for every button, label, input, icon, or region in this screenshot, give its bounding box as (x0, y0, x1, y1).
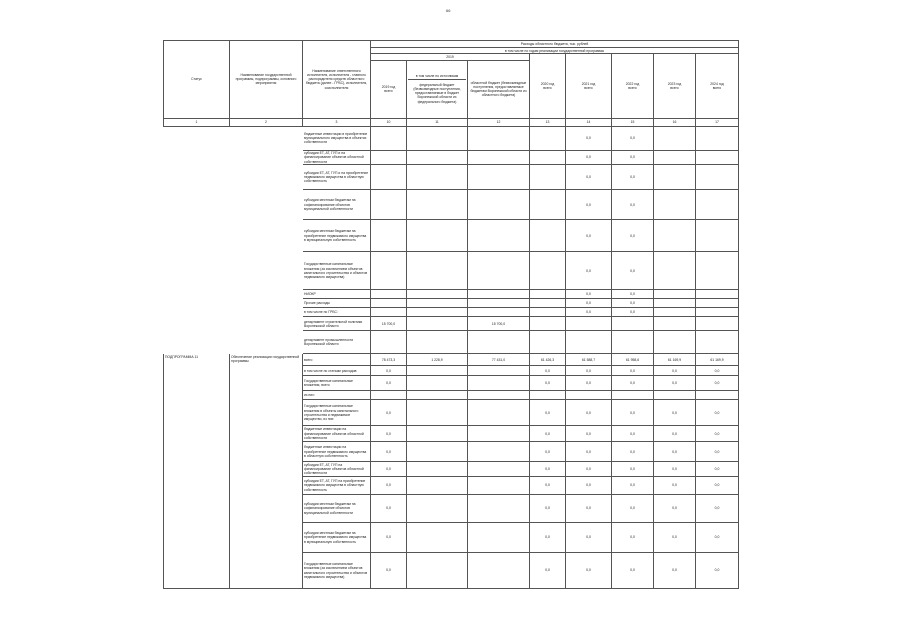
cell-reg (468, 400, 530, 426)
row-label: субсидии местным бюджетам на приобретение недвижимого имущества в муниципальную собственность (303, 523, 371, 553)
table-row (164, 126, 739, 150)
cell-y2022: 0,0 (612, 190, 654, 220)
cell-y2023 (654, 331, 696, 354)
cell-fed (407, 391, 468, 400)
cell-y2022: 0,0 (612, 220, 654, 252)
row-label: из них: (303, 391, 371, 400)
cell-y2022: 0,0 (612, 462, 654, 477)
cell-y2020 (530, 165, 566, 190)
cell-y2019 (371, 252, 407, 290)
header-2023: 2023 год всего (654, 54, 696, 118)
row-label: департамент строительной политики Воронежской области (303, 317, 371, 331)
header-2019-block: 2019 (371, 54, 530, 60)
subprogram-status: ПОДПРОГРАММА 11 (164, 354, 230, 589)
col-number: 10 (371, 118, 407, 126)
subprogram-name: Обеспечение реализации государственной программы (230, 354, 303, 589)
cell-y2021: 0,0 (566, 150, 612, 165)
header-regional: областной бюджет (безвозмездные поступления, предоставляемые бюджетам Воронежской области из областного бюджета) (468, 60, 530, 118)
row-label: субсидии ЕТ, АТ, ГУП на приобретение недвижимого имущества в областную собственность (303, 477, 371, 495)
header-status: Статус (164, 41, 230, 119)
cell-y2024: 0,0 (696, 553, 739, 589)
cell-reg (468, 126, 530, 150)
cell-y2024 (696, 290, 739, 299)
cell-y2019 (371, 220, 407, 252)
cell-y2019 (371, 165, 407, 190)
cell-reg (468, 495, 530, 523)
header-2022: 2022 год всего (612, 54, 654, 118)
cell-fed (407, 553, 468, 589)
cell-y2024: 0,0 (696, 462, 739, 477)
column-numbers-row (164, 118, 739, 126)
cell-y2024: 0,0 (696, 366, 739, 376)
cell-fed (407, 442, 468, 462)
cell-y2023: 0,0 (654, 366, 696, 376)
cell-y2019: 0,0 (371, 495, 407, 523)
cell-y2021: 0,0 (566, 523, 612, 553)
row-label: департамент промышленности Воронежской области (303, 331, 371, 354)
cell-y2021: 0,0 (566, 495, 612, 523)
cell-y2023 (654, 150, 696, 165)
cell-y2021: 0,0 (566, 426, 612, 442)
cell-y2023 (654, 190, 696, 220)
cell-y2022: 0,0 (612, 400, 654, 426)
cell-y2023: 0,0 (654, 400, 696, 426)
cell-y2020 (530, 317, 566, 331)
cell-y2019 (371, 308, 407, 317)
cell-y2023 (654, 317, 696, 331)
cell-fed (407, 299, 468, 308)
cell-reg (468, 426, 530, 442)
cell-y2019 (371, 299, 407, 308)
cell-reg (468, 308, 530, 317)
cell-y2024 (696, 299, 739, 308)
cell-y2024 (696, 190, 739, 220)
cell-y2020: 0,0 (530, 523, 566, 553)
cell-y2019: 0,0 (371, 376, 407, 391)
header-2021: 2021 год всего (566, 54, 612, 118)
cell-reg (468, 220, 530, 252)
row-label: в том числе по статьям расходов: (303, 366, 371, 376)
cell-fed (407, 331, 468, 354)
cell-y2021: 0,0 (566, 553, 612, 589)
cell-y2020 (530, 308, 566, 317)
row-label: субсидии ЕТ, АТ, ГУП и на приобретение недвижимого имущества в областную собственность (303, 165, 371, 190)
col-number: 2 (230, 118, 303, 126)
cell-y2022: 0,0 (612, 523, 654, 553)
cell-y2020 (530, 331, 566, 354)
cell-y2024 (696, 126, 739, 150)
cell-y2022: 0,0 (612, 442, 654, 462)
cell-fed (407, 400, 468, 426)
cell-y2019: 0,0 (371, 426, 407, 442)
cell-reg: 77 431,0 (468, 354, 530, 366)
cell-fed (407, 366, 468, 376)
cell-fed: 1 228,9 (407, 354, 468, 366)
col-number: 15 (612, 118, 654, 126)
cell-y2023: 0,0 (654, 426, 696, 442)
cell-y2020 (530, 190, 566, 220)
cell-y2020 (530, 150, 566, 165)
cell-y2023: 61 169,9 (654, 354, 696, 366)
cell-y2020: 0,0 (530, 477, 566, 495)
cell-y2022 (612, 317, 654, 331)
cell-y2021: 0,0 (566, 220, 612, 252)
cell-y2022: 0,0 (612, 126, 654, 150)
cell-fed (407, 252, 468, 290)
cell-y2024: 0,0 (696, 495, 739, 523)
col-number: 17 (696, 118, 739, 126)
cell-y2023: 0,0 (654, 376, 696, 391)
cell-y2022: 61 958,6 (612, 354, 654, 366)
cell-reg (468, 252, 530, 290)
cell-y2024: 0,0 (696, 523, 739, 553)
cell-y2020 (530, 299, 566, 308)
cell-y2024: 0,0 (696, 442, 739, 462)
col-number: 1 (164, 118, 230, 126)
cell-y2022: 0,0 (612, 477, 654, 495)
row-label: Государственные капитальные вложения в объекты капитального строительства и недвижимое имущество, из них: (303, 400, 371, 426)
header-2024: 2024 год всего (696, 54, 739, 118)
header-executor: Наименование ответственного исполнителя, исполнителя - главного распорядителя средств областного бюджета (далее - ГРБС), исполнителя, соисполнителя (303, 41, 371, 119)
row-label: Прочие расходы (303, 299, 371, 308)
col-number: 3 (303, 118, 371, 126)
cell-y2021: 0,0 (566, 366, 612, 376)
cell-y2024 (696, 331, 739, 354)
cell-y2019 (371, 150, 407, 165)
cell-reg (468, 376, 530, 391)
row-label: субсидии местным бюджетам на софинансирование объектов муниципальной собственности (303, 495, 371, 523)
cell-y2022: 0,0 (612, 366, 654, 376)
cell-y2022: 0,0 (612, 252, 654, 290)
table-row (164, 354, 739, 366)
cell-y2022 (612, 391, 654, 400)
header-federal: в том числе по источникам федеральный бюджет (безвозмездные поступления, предоставляемые в бюджет Воронежской области из федерального бюджета) (407, 60, 468, 118)
cell-y2023 (654, 252, 696, 290)
cell-y2023: 0,0 (654, 477, 696, 495)
col-number: 11 (407, 118, 468, 126)
row-label: субсидии ЕТ, АТ, ГУП на финансирование объектов областной собственности (303, 462, 371, 477)
header-2019: 2019 год всего (371, 60, 407, 118)
cell-y2024 (696, 317, 739, 331)
cell-fed (407, 477, 468, 495)
cell-fed (407, 220, 468, 252)
cell-y2023: 0,0 (654, 523, 696, 553)
row-label: бюджетные инвестиции на приобретение недвижимого имущества в областную собственность (303, 442, 371, 462)
cell-y2022: 0,0 (612, 150, 654, 165)
cell-y2023 (654, 165, 696, 190)
header-including: в том числе по годам реализации государственной программы (371, 48, 739, 54)
col-number: 12 (468, 118, 530, 126)
cell-fed (407, 308, 468, 317)
cell-reg (468, 391, 530, 400)
cell-y2023: 0,0 (654, 553, 696, 589)
cell-y2022: 0,0 (612, 495, 654, 523)
cell-y2021: 0,0 (566, 126, 612, 150)
status-cell-empty (164, 126, 230, 354)
cell-y2023 (654, 126, 696, 150)
cell-y2021 (566, 331, 612, 354)
cell-y2019 (371, 190, 407, 220)
cell-y2022: 0,0 (612, 553, 654, 589)
cell-y2024: 0,0 (696, 426, 739, 442)
cell-fed (407, 523, 468, 553)
cell-reg: 15 700,0 (468, 317, 530, 331)
cell-y2023 (654, 391, 696, 400)
cell-y2023 (654, 220, 696, 252)
cell-y2024 (696, 220, 739, 252)
cell-y2019: 0,0 (371, 400, 407, 426)
cell-y2020 (530, 220, 566, 252)
cell-reg (468, 165, 530, 190)
cell-y2023: 0,0 (654, 462, 696, 477)
cell-fed (407, 376, 468, 391)
program-name-cell-empty (230, 126, 303, 354)
page-number: 66 (446, 8, 451, 13)
header-2020: 2020 год всего (530, 54, 566, 118)
cell-y2022: 0,0 (612, 290, 654, 299)
cell-fed (407, 126, 468, 150)
cell-y2022: 0,0 (612, 308, 654, 317)
cell-y2021: 0,0 (566, 462, 612, 477)
cell-reg (468, 150, 530, 165)
row-label: всего (303, 354, 371, 366)
cell-fed (407, 495, 468, 523)
cell-y2020: 0,0 (530, 442, 566, 462)
cell-y2021: 0,0 (566, 308, 612, 317)
cell-y2023 (654, 299, 696, 308)
row-label: Государственные капитальные вложения (за исключением объектов капитального строительства и объектов недвижимого имущества) (303, 252, 371, 290)
cell-y2019 (371, 391, 407, 400)
cell-y2024 (696, 391, 739, 400)
cell-reg (468, 553, 530, 589)
cell-y2023: 0,0 (654, 495, 696, 523)
cell-y2024: 61 169,9 (696, 354, 739, 366)
cell-y2019: 0,0 (371, 442, 407, 462)
row-label: НИОКР (303, 290, 371, 299)
cell-y2021: 0,0 (566, 299, 612, 308)
cell-y2024 (696, 150, 739, 165)
cell-y2019: 0,0 (371, 366, 407, 376)
row-label: субсидии местным бюджетам на приобретение недвижимого имущества в муниципальную собственность (303, 220, 371, 252)
cell-y2022 (612, 331, 654, 354)
cell-reg (468, 442, 530, 462)
cell-y2020: 0,0 (530, 462, 566, 477)
cell-y2019: 15 700,0 (371, 317, 407, 331)
cell-reg (468, 290, 530, 299)
header-program-name: Наименование государственной программы, подпрограммы, основного мероприятия (230, 41, 303, 119)
cell-y2019 (371, 331, 407, 354)
cell-y2020 (530, 391, 566, 400)
budget-table (163, 40, 739, 589)
cell-fed (407, 150, 468, 165)
cell-y2019: 78 473,3 (371, 354, 407, 366)
col-number: 14 (566, 118, 612, 126)
cell-y2024: 0,0 (696, 376, 739, 391)
cell-y2021: 61 588,7 (566, 354, 612, 366)
cell-y2023: 0,0 (654, 442, 696, 462)
cell-y2020: 0,0 (530, 553, 566, 589)
col-number: 13 (530, 118, 566, 126)
cell-fed (407, 426, 468, 442)
cell-y2021: 0,0 (566, 165, 612, 190)
cell-y2019: 0,0 (371, 477, 407, 495)
cell-y2019: 0,0 (371, 462, 407, 477)
cell-y2022: 0,0 (612, 376, 654, 391)
row-label: бюджетные инвестиции на финансирование объектов областной собственности (303, 426, 371, 442)
cell-y2021: 0,0 (566, 477, 612, 495)
cell-y2021: 0,0 (566, 376, 612, 391)
cell-fed (407, 290, 468, 299)
row-label: Государственные капитальные вложения, всего (303, 376, 371, 391)
cell-y2021: 0,0 (566, 252, 612, 290)
cell-y2023 (654, 308, 696, 317)
cell-fed (407, 190, 468, 220)
cell-y2022: 0,0 (612, 299, 654, 308)
cell-y2021: 0,0 (566, 400, 612, 426)
cell-y2019 (371, 290, 407, 299)
row-label: бюджетные инвестиции в приобретение муниципального имущества в объектах собственности (303, 126, 371, 150)
row-label: Государственные капитальные вложения (за исключением объектов капитального строительства и объектов недвижимого имущества) (303, 553, 371, 589)
row-label: субсидии ЕТ, АТ, ГУП и на финансирование объектов областной собственности (303, 150, 371, 165)
cell-y2019: 0,0 (371, 553, 407, 589)
cell-y2020: 0,0 (530, 366, 566, 376)
cell-y2021: 0,0 (566, 190, 612, 220)
cell-y2020 (530, 126, 566, 150)
cell-y2020: 61 426,3 (530, 354, 566, 366)
cell-y2024 (696, 308, 739, 317)
row-label: в том числе по ГРБС: (303, 308, 371, 317)
cell-y2021 (566, 391, 612, 400)
cell-y2022: 0,0 (612, 165, 654, 190)
cell-y2020: 0,0 (530, 426, 566, 442)
cell-y2019 (371, 126, 407, 150)
cell-y2024 (696, 165, 739, 190)
cell-y2020 (530, 290, 566, 299)
cell-y2022: 0,0 (612, 426, 654, 442)
cell-y2020: 0,0 (530, 376, 566, 391)
cell-y2021: 0,0 (566, 442, 612, 462)
col-number: 16 (654, 118, 696, 126)
cell-y2021: 0,0 (566, 290, 612, 299)
cell-y2024: 0,0 (696, 477, 739, 495)
cell-y2021 (566, 317, 612, 331)
header-expenses: Расходы областного бюджета, тыс. рублей (371, 41, 739, 48)
cell-reg (468, 523, 530, 553)
cell-reg (468, 462, 530, 477)
cell-fed (407, 317, 468, 331)
cell-reg (468, 331, 530, 354)
cell-fed (407, 165, 468, 190)
cell-reg (468, 366, 530, 376)
cell-y2024 (696, 252, 739, 290)
cell-reg (468, 190, 530, 220)
row-label: субсидии местным бюджетам на софинансирование объектов муниципальной собственности (303, 190, 371, 220)
cell-fed (407, 462, 468, 477)
cell-y2023 (654, 290, 696, 299)
cell-y2020: 0,0 (530, 400, 566, 426)
cell-y2019: 0,0 (371, 523, 407, 553)
cell-y2024: 0,0 (696, 400, 739, 426)
cell-reg (468, 299, 530, 308)
cell-reg (468, 477, 530, 495)
cell-y2020: 0,0 (530, 495, 566, 523)
cell-y2020 (530, 252, 566, 290)
